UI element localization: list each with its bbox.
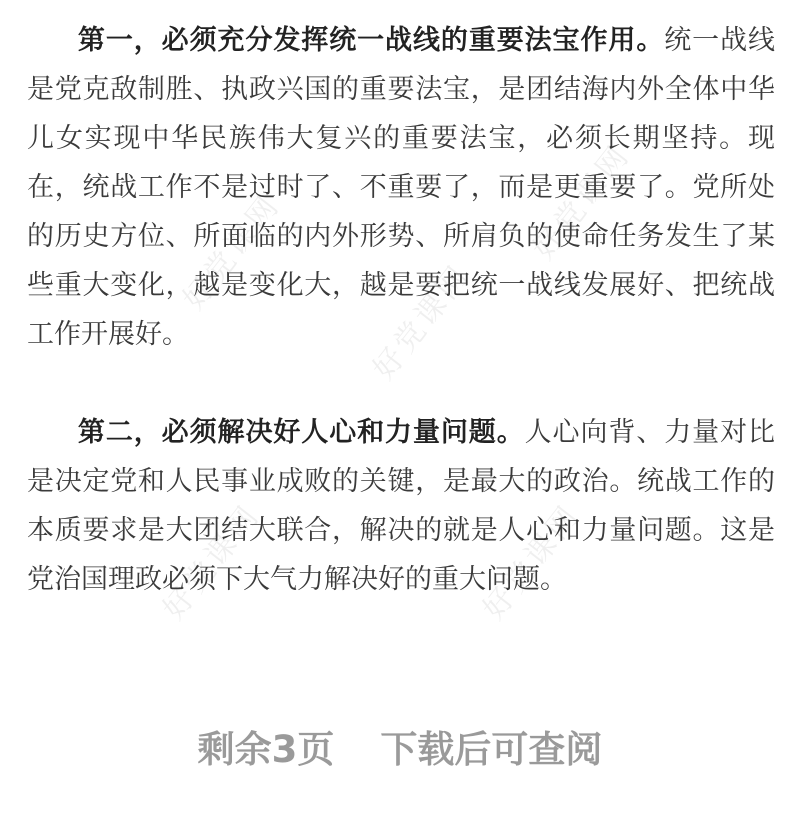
paragraph-first — [27, 16, 775, 359]
paragraph-lead: 第一，必须充分发挥统一战线的重要法宝作用。 — [77, 25, 665, 56]
watermark: 好党课网 — [526, 137, 638, 267]
watermark: 好党课网 — [156, 497, 268, 627]
remaining-pages-label: 剩余3页 — [197, 728, 335, 771]
watermark: 好党课网 — [476, 497, 588, 627]
download-prompt-label: 下载后可查阅 — [380, 728, 603, 771]
paragraph-second — [27, 408, 775, 604]
download-banner[interactable] — [0, 720, 800, 780]
paragraph-body: 统一战线是党克敌制胜、执政兴国的重要法宝，是团结海内外全体中华儿女实现中华民族伟大复兴的重要法宝，必须长期坚持。现在，统战工作不是过时了、不重要了，而是更重要了。党所处的历史方位、所面临的内外形势、所肩负的使命任务发生了某些重大变化，越是变化大，越是要把统一战线发展好、把统战工作开展好。 — [27, 25, 776, 350]
watermark: 好党课网 — [176, 187, 288, 317]
watermark: 好党课网 — [366, 257, 478, 387]
paragraph-lead: 第二，必须解决好人心和力量问题。 — [77, 417, 525, 448]
paragraph-body: 人心向背、力量对比是决定党和人民事业成败的关键，是最大的政治。统战工作的本质要求是大团结大联合，解决的就是人心和力量问题。这是党治国理政必须下大气力解决好的重大问题。 — [27, 417, 776, 595]
